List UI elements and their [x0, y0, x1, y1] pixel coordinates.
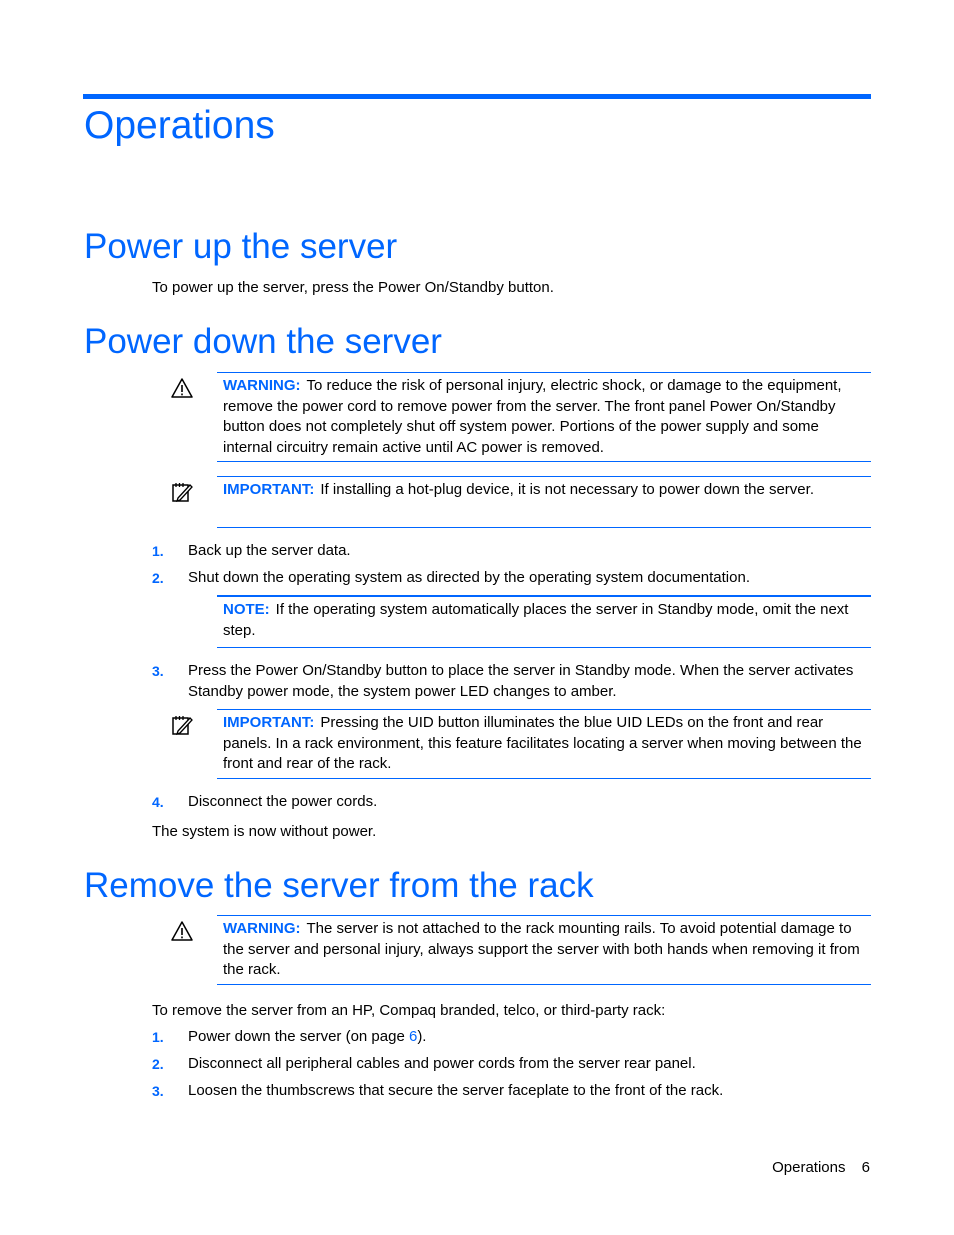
warning-text: To reduce the risk of personal injury, electric shock, or damage to the equipment, remove the power cord to remove power from the server. The front panel Power On/Standby button does not completely shut off system power. Portions of the power supply and some internal circuitry remain active until AC power is removed.: [223, 377, 842, 456]
warning-icon: [170, 919, 194, 943]
warning-label: WARNING:: [223, 920, 301, 937]
warning-icon: [170, 376, 194, 400]
closing-text: The system is now without power.: [152, 823, 377, 840]
page-number: 6: [861, 1159, 870, 1176]
step-number: 4.: [152, 794, 164, 810]
step-number: 3.: [152, 1083, 164, 1099]
list-item: [152, 1081, 872, 1102]
step-number: 2.: [152, 1056, 164, 1072]
step-text: Loosen the thumbscrews that secure the server faceplate to the front of the rack.: [188, 1082, 724, 1099]
important-icon: [170, 713, 194, 737]
warning-text: The server is not attached to the rack mounting rails. To avoid potential damage to the server and personal injury, always support the server with both hands when removing it from the rack.: [223, 920, 860, 978]
step-text-end: ).: [417, 1028, 427, 1045]
important-label: IMPORTANT:: [223, 714, 315, 731]
note-box: [217, 595, 871, 648]
important-label: IMPORTANT:: [223, 481, 315, 498]
page-link[interactable]: 6: [408, 1028, 418, 1045]
chapter-title: Operations: [84, 104, 275, 147]
remove-intro: To remove the server from an HP, Compaq branded, telco, or third-party rack:: [152, 1002, 666, 1019]
step-text: Disconnect all peripheral cables and power cords from the server rear panel.: [188, 1055, 696, 1072]
list-item: [152, 1027, 872, 1048]
warning-label: WARNING:: [223, 377, 301, 394]
step-text: Shut down the operating system as directed by the operating system documentation.: [188, 569, 750, 586]
step-text: Disconnect the power cords.: [188, 793, 378, 810]
important-text: If installing a hot-plug device, it is not necessary to power down the server.: [320, 481, 814, 498]
warning-box: [217, 372, 871, 462]
step-number: 2.: [152, 570, 164, 586]
power-up-text: To power up the server, press the Power On/Standby button.: [152, 279, 554, 296]
footer-section: Operations: [772, 1159, 846, 1176]
list-item: [152, 792, 872, 813]
important-text: Pressing the UID button illuminates the blue UID LEDs on the front and rear panels. In a rack environment, this feature facilitates locating a server when moving between the front and rear of the rack.: [223, 714, 862, 772]
heading-power-down: Power down the server: [84, 322, 442, 361]
heading-power-up: Power up the server: [84, 227, 398, 266]
step-text: Press the Power On/Standby button to place the server in Standby mode. When the server activates Standby power mode, the system power LED changes to amber.: [188, 662, 854, 700]
chapter-rule: [83, 94, 871, 99]
important-icon: [170, 480, 194, 504]
important-box: [217, 476, 871, 528]
step-text: Back up the server data.: [188, 542, 351, 559]
note-text: If the operating system automatically places the server in Standby mode, omit the next step.: [223, 601, 849, 639]
page-footer: [660, 1158, 870, 1179]
list-item: [152, 541, 872, 562]
list-item: [152, 1054, 872, 1075]
note-label: NOTE:: [223, 601, 270, 618]
step-number: 1.: [152, 1029, 164, 1045]
step-number: 1.: [152, 543, 164, 559]
heading-remove: Remove the server from the rack: [84, 866, 594, 905]
list-item: [152, 661, 872, 702]
step-text: Power down the server (on page: [188, 1028, 409, 1045]
step-number: 3.: [152, 663, 164, 679]
list-item: [152, 568, 872, 589]
warning-box: [217, 915, 871, 985]
important-box: [217, 709, 871, 779]
